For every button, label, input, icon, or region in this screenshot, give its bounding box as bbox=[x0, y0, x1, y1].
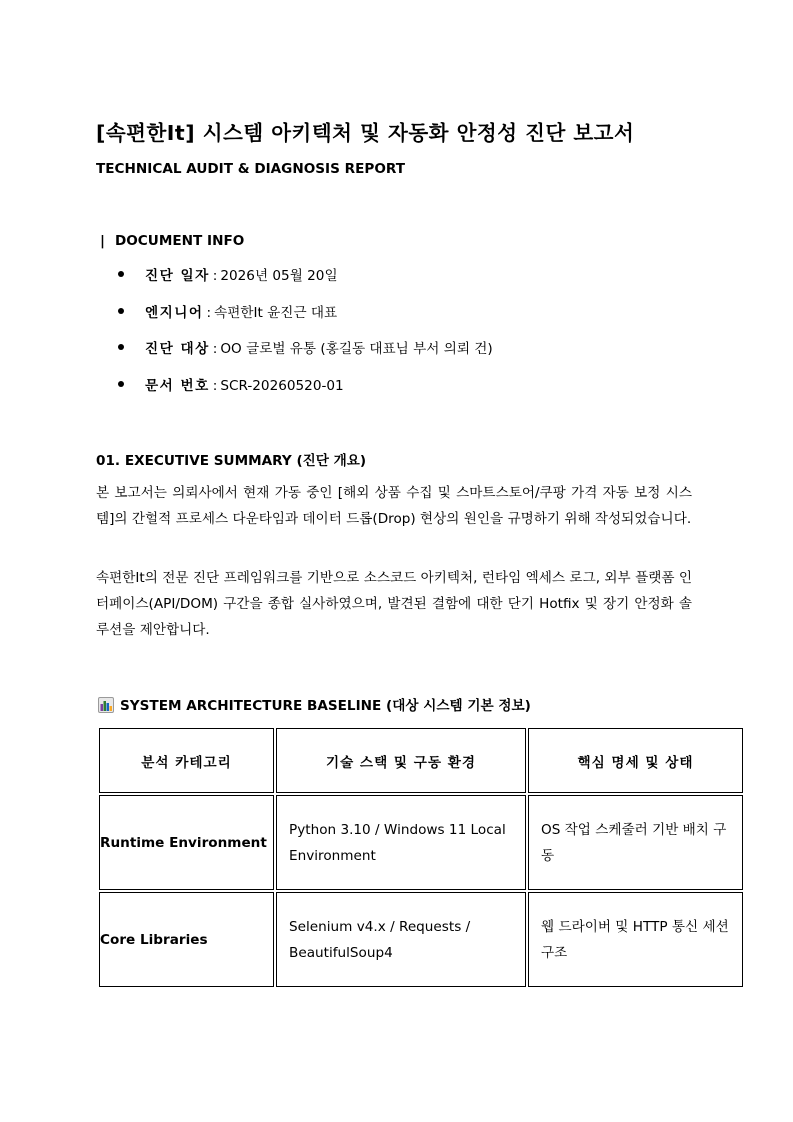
info-separator: : bbox=[212, 268, 218, 284]
column-header-stack: 기술 스택 및 구동 환경 bbox=[276, 728, 526, 793]
info-value: 2026년 05월 20일 bbox=[220, 268, 338, 284]
bullet-icon bbox=[118, 381, 124, 387]
cell-stack: Python 3.10 / Windows 11 Local Environment bbox=[276, 795, 526, 890]
info-label: 진단 일자 bbox=[145, 268, 210, 284]
table-row bbox=[99, 892, 743, 987]
bullet-icon bbox=[118, 344, 124, 350]
architecture-heading-text: SYSTEM ARCHITECTURE BASELINE (대상 시스템 기본 정보) bbox=[120, 698, 531, 714]
document-info-heading-text: DOCUMENT INFO bbox=[114, 233, 245, 249]
info-label: 엔지니어 bbox=[145, 304, 204, 321]
info-item-target bbox=[118, 338, 493, 375]
info-label: 문서 번호 bbox=[145, 377, 210, 394]
page-subtitle: TECHNICAL AUDIT & DIAGNOSIS REPORT bbox=[96, 161, 406, 177]
architecture-heading bbox=[98, 694, 531, 714]
info-item-engineer bbox=[118, 302, 493, 339]
architecture-table bbox=[97, 726, 745, 989]
info-label: 진단 대상 bbox=[145, 341, 210, 357]
cell-category: Runtime Environment bbox=[99, 795, 274, 890]
info-separator: : bbox=[206, 304, 212, 321]
info-separator: : bbox=[212, 341, 218, 357]
table-row bbox=[99, 795, 743, 890]
bar-chart-icon bbox=[98, 697, 114, 713]
executive-summary-heading: 01. EXECUTIVE SUMMARY (진단 개요) bbox=[96, 453, 367, 469]
info-value: OO 글로벌 유통 (홍길동 대표님 부서 의뢰 건) bbox=[220, 341, 493, 357]
heading-bar: | bbox=[100, 233, 105, 249]
table-header-row bbox=[99, 728, 743, 793]
cell-stack: Selenium v4.x / Requests / BeautifulSoup4 bbox=[276, 892, 526, 987]
info-item-date bbox=[118, 265, 493, 302]
column-header-category: 분석 카테고리 bbox=[99, 728, 274, 793]
cell-category: Core Libraries bbox=[99, 892, 274, 987]
bullet-icon bbox=[118, 308, 124, 314]
column-header-status: 핵심 명세 및 상태 bbox=[528, 728, 743, 793]
info-value: SCR-20260520-01 bbox=[220, 377, 344, 394]
page-title: [속편한It] 시스템 아키텍처 및 자동화 안정성 진단 보고서 bbox=[96, 121, 635, 145]
info-value: 속편한It 윤진근 대표 bbox=[214, 304, 338, 321]
executive-summary-paragraph-1: 본 보고서는 의뢰사에서 현재 가동 중인 [해외 상품 수집 및 스마트스토어/쿠팡 가격 자동 보정 시스템]의 간헐적 프로세스 다운타임과 데이터 드롭(Drop) 현상의 원인을 규명하기 위해 작성되었습니다. bbox=[96, 485, 692, 527]
info-separator: : bbox=[212, 377, 218, 394]
document-info-heading bbox=[100, 233, 244, 249]
info-item-doc-number bbox=[118, 375, 493, 412]
cell-status: 웹 드라이버 및 HTTP 통신 세션 구조 bbox=[528, 892, 743, 987]
bullet-icon bbox=[118, 271, 124, 277]
cell-status: OS 작업 스케줄러 기반 배치 구동 bbox=[528, 795, 743, 890]
document-info-list bbox=[118, 265, 493, 411]
executive-summary-paragraph-2: 속편한It의 전문 진단 프레임워크를 기반으로 소스코드 아키텍처, 런타임 엑세스 로그, 외부 플랫폼 인터페이스(API/DOM) 구간을 종합 실사하였으며, 발견된 결함에 대한 단기 Hotfix 및 장기 안정화 솔루션을 제안합니다. bbox=[96, 570, 692, 638]
